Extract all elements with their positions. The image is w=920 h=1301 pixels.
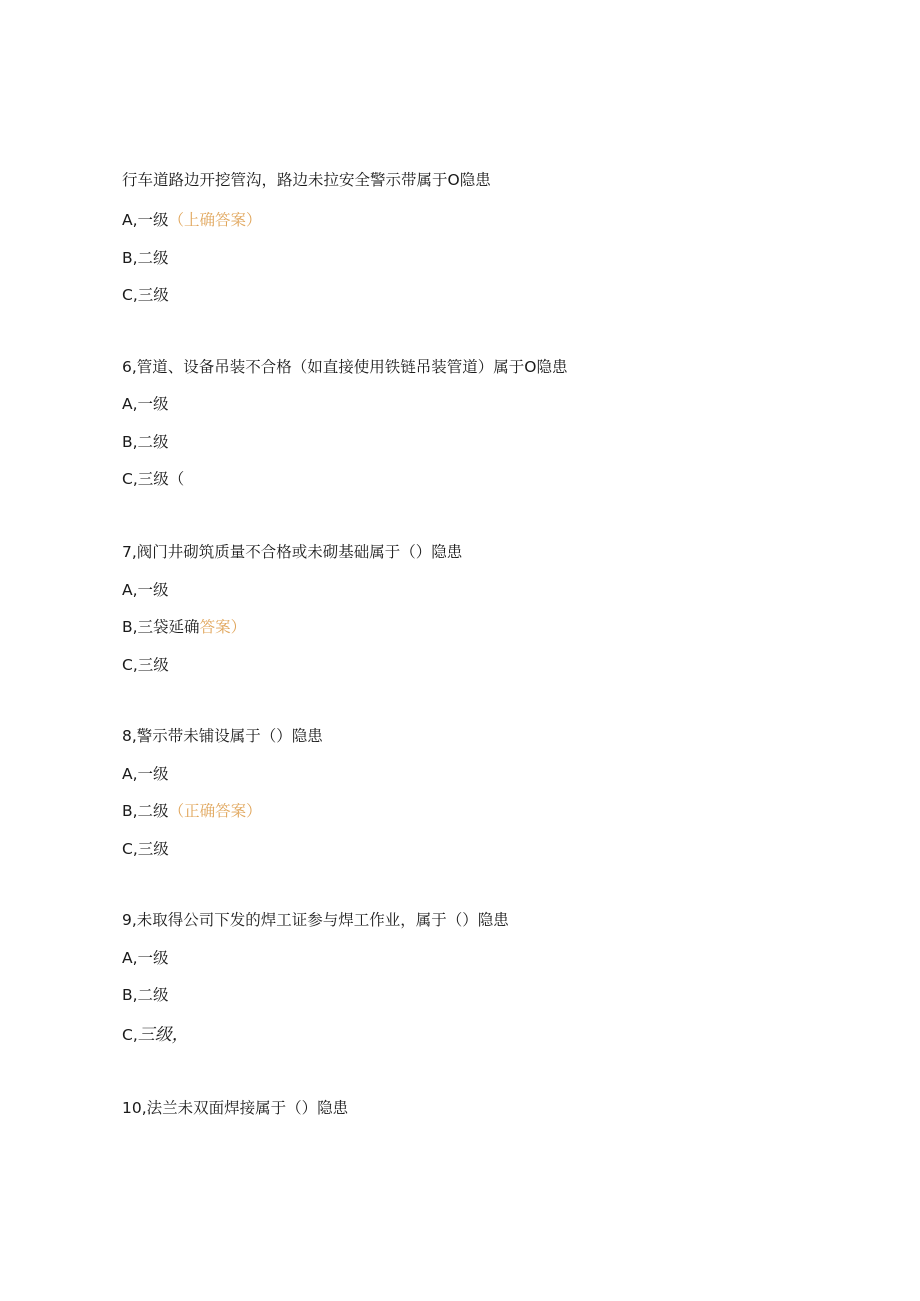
option-b: B,二级 — [122, 433, 169, 451]
option-b — [122, 801, 262, 821]
question-stem: 7,阀门井砌筑质量不合格或未砌基础属于（）隐患 — [122, 543, 463, 561]
option-italic-text: 三级， — [137, 1025, 189, 1045]
option-b: B,二级 — [122, 986, 169, 1004]
option-a — [122, 210, 262, 230]
option-c: C,三级 — [122, 286, 169, 304]
question-stem: 8,警示带未铺设属于（）隐患 — [122, 727, 323, 745]
option-a: A,一级 — [122, 395, 169, 413]
question-stem: 9,未取得公司下发的焊工证参与焊工作业，属于（）隐患 — [122, 911, 509, 929]
answer-note: 答案） — [199, 618, 247, 636]
option-label: A,一级 — [122, 211, 169, 229]
option-c: C,三级 — [122, 656, 169, 674]
option-c: C,三级 — [122, 840, 169, 858]
option-a: A,一级 — [122, 949, 169, 967]
option-c: C,三级（ — [122, 470, 185, 488]
option-c — [122, 1025, 189, 1045]
question-stem: 10,法兰未双面焊接属于（）隐患 — [122, 1099, 349, 1117]
option-label: C, — [122, 1026, 138, 1044]
option-b — [122, 617, 246, 637]
answer-note: （上确答案） — [168, 211, 262, 229]
question-stem: 6,管道、设备吊装不合格（如直接使用铁链吊装管道）属于O隐患 — [122, 358, 568, 376]
option-label: B,二级 — [122, 802, 169, 820]
option-a: A,一级 — [122, 765, 169, 783]
question-stem: 行车道路边开挖管沟，路边未拉安全警示带属于O隐患 — [122, 171, 491, 189]
option-b: B,二级 — [122, 249, 169, 267]
option-a: A,一级 — [122, 581, 169, 599]
option-label: B,三袋延确 — [122, 618, 200, 636]
answer-note: （正确答案） — [168, 802, 262, 820]
